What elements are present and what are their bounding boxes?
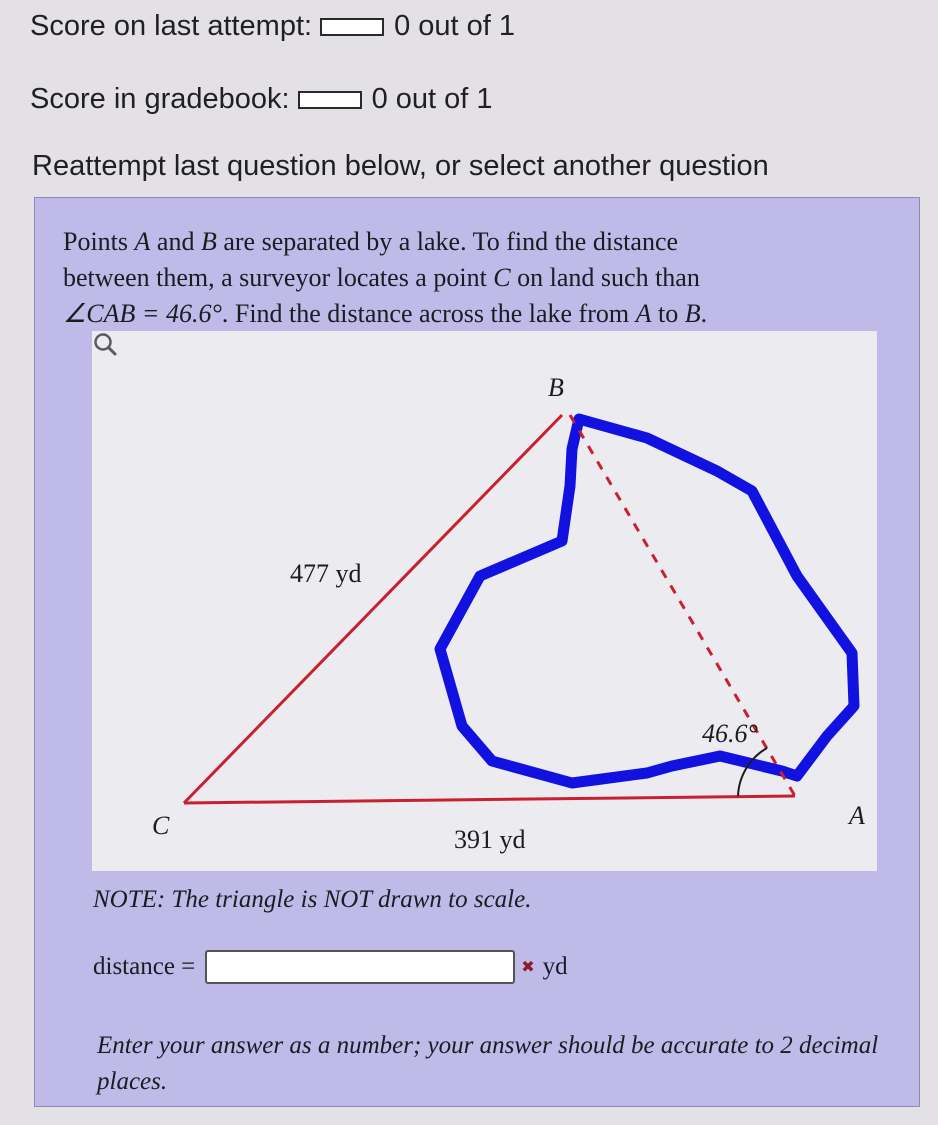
score-last-attempt xyxy=(30,10,515,43)
score-gradebook-indicator xyxy=(298,91,362,109)
angle-arc xyxy=(738,748,767,796)
question-text-segment: . xyxy=(700,299,708,328)
side-cb-line xyxy=(184,415,562,803)
lake-outline xyxy=(440,419,854,783)
score-last-value: 0 out of 1 xyxy=(394,10,516,42)
side-ca-length-label: 391 yd xyxy=(454,825,526,854)
question-text-segment: and xyxy=(150,227,201,256)
x-mark-icon: ✖ xyxy=(521,959,535,976)
triangle-figure xyxy=(92,331,877,871)
score-gradebook xyxy=(30,83,493,116)
distance-input[interactable] xyxy=(205,950,515,984)
answer-row xyxy=(93,950,568,984)
question-text-segment: between them, a surveyor locates a point xyxy=(63,263,494,292)
answer-instruction: Enter your answer as a number; your answer should be accurate to 2 decimal places. xyxy=(97,1032,879,1095)
scale-note: NOTE: The triangle is NOT drawn to scale. xyxy=(93,886,532,913)
question-text-segment: . Find the distance across the lake from xyxy=(221,299,636,328)
side-ab-dashed-line xyxy=(570,415,795,796)
point-b-ref: B xyxy=(684,299,701,328)
answer-label: distance = xyxy=(93,953,196,980)
question-panel xyxy=(34,197,920,1107)
point-a-ref: A xyxy=(635,299,652,328)
vertex-b-label: B xyxy=(548,373,564,402)
score-gradebook-value: 0 out of 1 xyxy=(371,83,493,115)
score-last-label: Score on last attempt: xyxy=(30,10,313,42)
answer-unit: yd xyxy=(542,953,568,980)
point-a-ref: A xyxy=(134,227,151,256)
angle-expression: ∠CAB = 46.6° xyxy=(63,299,222,328)
score-gradebook-label: Score in gradebook: xyxy=(30,83,290,115)
vertex-a-label: A xyxy=(849,801,865,830)
point-b-ref: B xyxy=(200,227,217,256)
vertex-c-label: C xyxy=(152,811,170,840)
magnifier-icon[interactable] xyxy=(92,331,118,357)
question-text-segment: on land such than xyxy=(510,263,700,292)
side-cb-length-label: 477 yd xyxy=(290,559,362,588)
reattempt-instruction: Reattempt last question below, or select another question xyxy=(32,150,769,182)
side-ca-line xyxy=(184,796,795,803)
question-text-segment: are separated by a lake. To find the distance xyxy=(216,227,679,256)
point-c-ref: C xyxy=(493,263,511,292)
angle-a-label: 46.6° xyxy=(702,719,758,748)
question-text-segment: to xyxy=(651,299,685,328)
question-text-segment: Points xyxy=(63,227,135,256)
figure-canvas xyxy=(92,331,877,871)
score-last-indicator xyxy=(320,18,384,36)
question-text xyxy=(63,224,893,332)
